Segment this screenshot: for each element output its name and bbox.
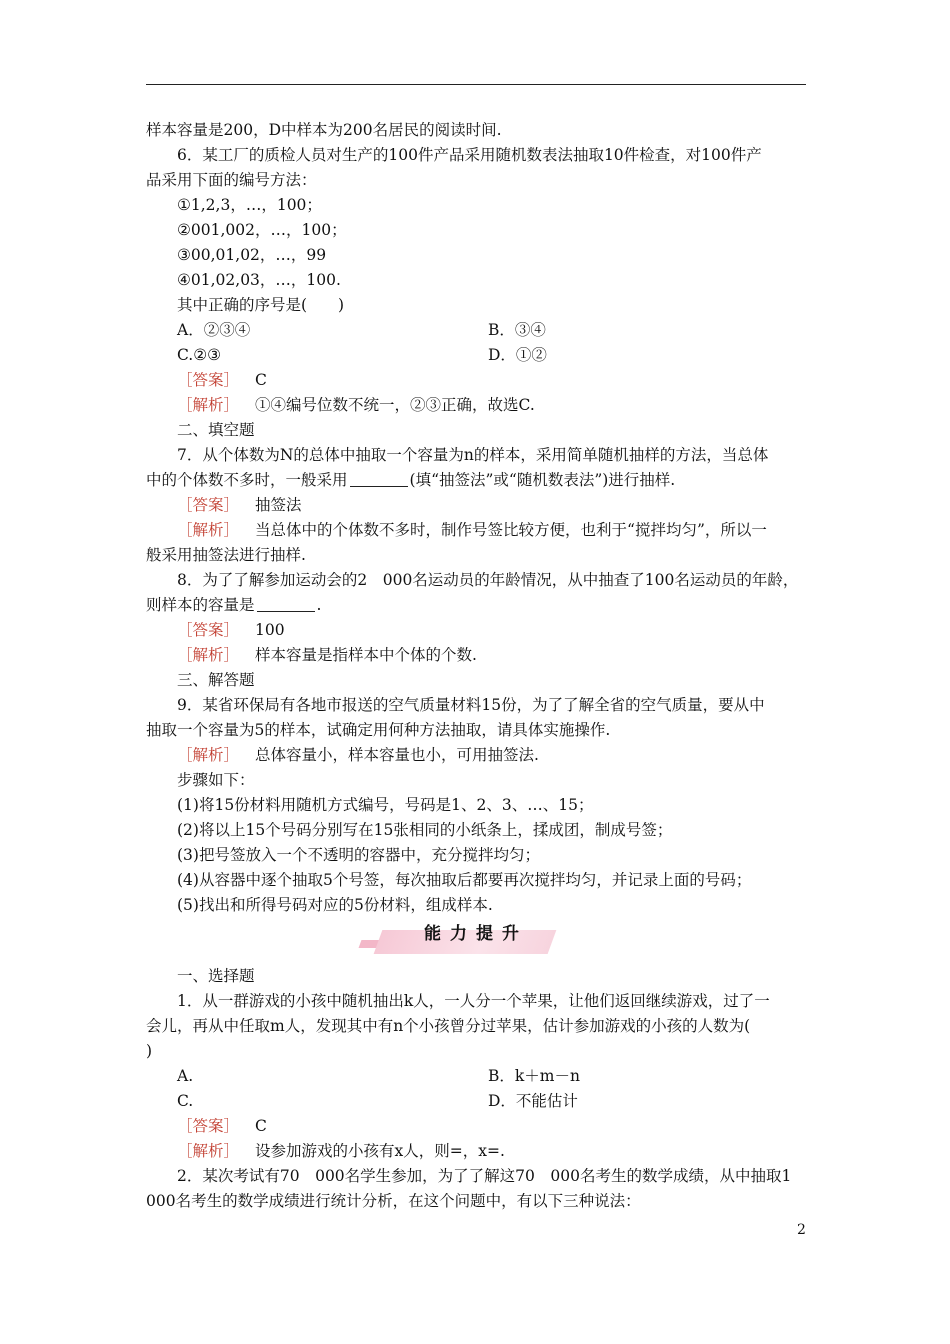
question-7-text: 7．从个体数为N的总体中抽取一个容量为n的样本，采用简单随机抽样的方法，当总体 [177, 446, 769, 464]
analysis-tag: ［解析］ [177, 646, 240, 664]
analysis-tag: ［解析］ [177, 1142, 240, 1160]
fill-blank [257, 595, 315, 612]
answer-line [146, 618, 808, 643]
question-7-text-cont: 中的个体数不多时，一般采用 (填“抽签法”或“随机数表法”)进行抽样. [146, 471, 676, 489]
answer-line [146, 368, 808, 393]
analysis-text: 样本容量是指样本中个体的个数. [255, 646, 477, 664]
problem-2-text-cont: 000名考生的数学成绩进行统计分析，在这个问题中，有以下三种说法： [146, 1192, 641, 1210]
answer-line [146, 493, 808, 518]
text-line: 样本容量是200，D中样本为200名居民的阅读时间. [146, 121, 502, 139]
answer-tag: ［答案］ [177, 1117, 240, 1135]
analysis-text-cont: 般采用抽签法进行抽样. [146, 546, 306, 564]
banner-title: 能力提升 [424, 924, 528, 944]
analysis-tag: ［解析］ [177, 746, 240, 764]
section-heading: 三、解答题 [177, 671, 255, 689]
step-item: (5)找出和所得号码对应的5份材料，组成样本. [177, 896, 493, 914]
analysis-line [146, 643, 808, 668]
step-item: (4)从容器中逐个抽取5个号签，每次抽取后都要再次搅拌均匀，并记录上面的号码； [177, 871, 752, 889]
option-a: A. [177, 1067, 194, 1085]
answer-tag: ［答案］ [177, 371, 240, 389]
question-9-text: 9．某省环保局有各地市报送的空气质量材料15份，为了了解全省的空气质量，要从中 [177, 696, 765, 714]
question-8-text-cont: 则样本的容量是 . [146, 596, 322, 614]
section-banner [146, 920, 808, 958]
analysis-text: 总体容量小，样本容量也小，可用抽签法. [255, 746, 539, 764]
step-item: (3)把号签放入一个不透明的容器中，充分搅拌均匀； [177, 846, 540, 864]
answer-tag: ［答案］ [177, 621, 240, 639]
analysis-text: ①④编号位数不统一，②③正确，故选C. [255, 396, 535, 414]
analysis-line [146, 743, 808, 768]
page-content [146, 118, 808, 1214]
analysis-text: 当总体中的个体数不多时，制作号签比较方便，也利于“搅拌均匀”，所以一 [255, 521, 767, 539]
page-number: 2 [797, 1222, 806, 1238]
options-row [146, 318, 808, 343]
step-item: (1)将15份材料用随机方式编号，号码是1、2、3、…、15； [177, 796, 594, 814]
numbering-option-3: ③00,01,02，…，99 [177, 246, 327, 264]
answer-value: 100 [255, 621, 285, 639]
numbering-option-2: ②001,002，…，100； [177, 221, 347, 239]
option-b: B．③④ [488, 321, 546, 339]
problem-1-text: 1．从一群游戏的小孩中随机抽出k人，一人分一个苹果，让他们返回继续游戏，过了一 [177, 992, 770, 1010]
option-d: D．①② [488, 346, 547, 364]
answer-value: C [255, 371, 267, 389]
fill-blank [350, 470, 408, 487]
options-row [146, 1064, 808, 1089]
problem-1-text-cont: ) [146, 1042, 153, 1060]
analysis-line [146, 1139, 808, 1164]
text-line: 品采用下面的编号方法： [146, 171, 317, 189]
header-rule [146, 84, 806, 85]
analysis-tag: ［解析］ [177, 521, 240, 539]
question-9-text-cont: 抽取一个容量为5的样本，试确定用何种方法抽取，请具体实施操作. [146, 721, 611, 739]
section-heading: 二、填空题 [177, 421, 255, 439]
question-6-text: 6．某工厂的质检人员对生产的100件产品采用随机数表法抽取10件检查，对100件产 [177, 146, 762, 164]
option-a: A．②③④ [177, 321, 251, 339]
step-item: (2)将以上15个号码分别写在15张相同的小纸条上，揉成团，制成号签； [177, 821, 673, 839]
answer-line [146, 1114, 808, 1139]
option-b: B．k＋m－n [488, 1067, 580, 1085]
analysis-text: 设参加游戏的小孩有x人，则=，x=. [255, 1142, 505, 1160]
section-heading: 一、选择题 [177, 967, 255, 985]
analysis-line [146, 518, 808, 543]
option-d: D．不能估计 [488, 1092, 578, 1110]
options-row [146, 343, 808, 368]
option-c: C.②③ [177, 346, 222, 364]
answer-value: C [255, 1117, 267, 1135]
option-c: C. [177, 1092, 194, 1110]
question-prompt: 其中正确的序号是( ) [177, 296, 345, 314]
answer-tag: ［答案］ [177, 496, 240, 514]
numbering-option-4: ④01,02,03，…，100. [177, 271, 341, 289]
analysis-line [146, 393, 808, 418]
problem-2-text: 2．某次考试有70 000名学生参加，为了了解这70 000名考生的数学成绩，从中抽取1 [177, 1167, 792, 1185]
analysis-tag: ［解析］ [177, 396, 240, 414]
answer-value: 抽签法 [255, 496, 302, 514]
problem-1-text-cont: 会儿，再从中任取m人，发现其中有n个小孩曾分过苹果，估计参加游戏的小孩的人数为( [146, 1017, 751, 1035]
numbering-option-1: ①1,2,3，…，100； [177, 196, 322, 214]
steps-title: 步骤如下： [177, 771, 255, 789]
question-8-text: 8．为了了解参加运动会的2 000名运动员的年龄情况，从中抽查了100名运动员的年龄， [177, 571, 799, 589]
options-row [146, 1089, 808, 1114]
